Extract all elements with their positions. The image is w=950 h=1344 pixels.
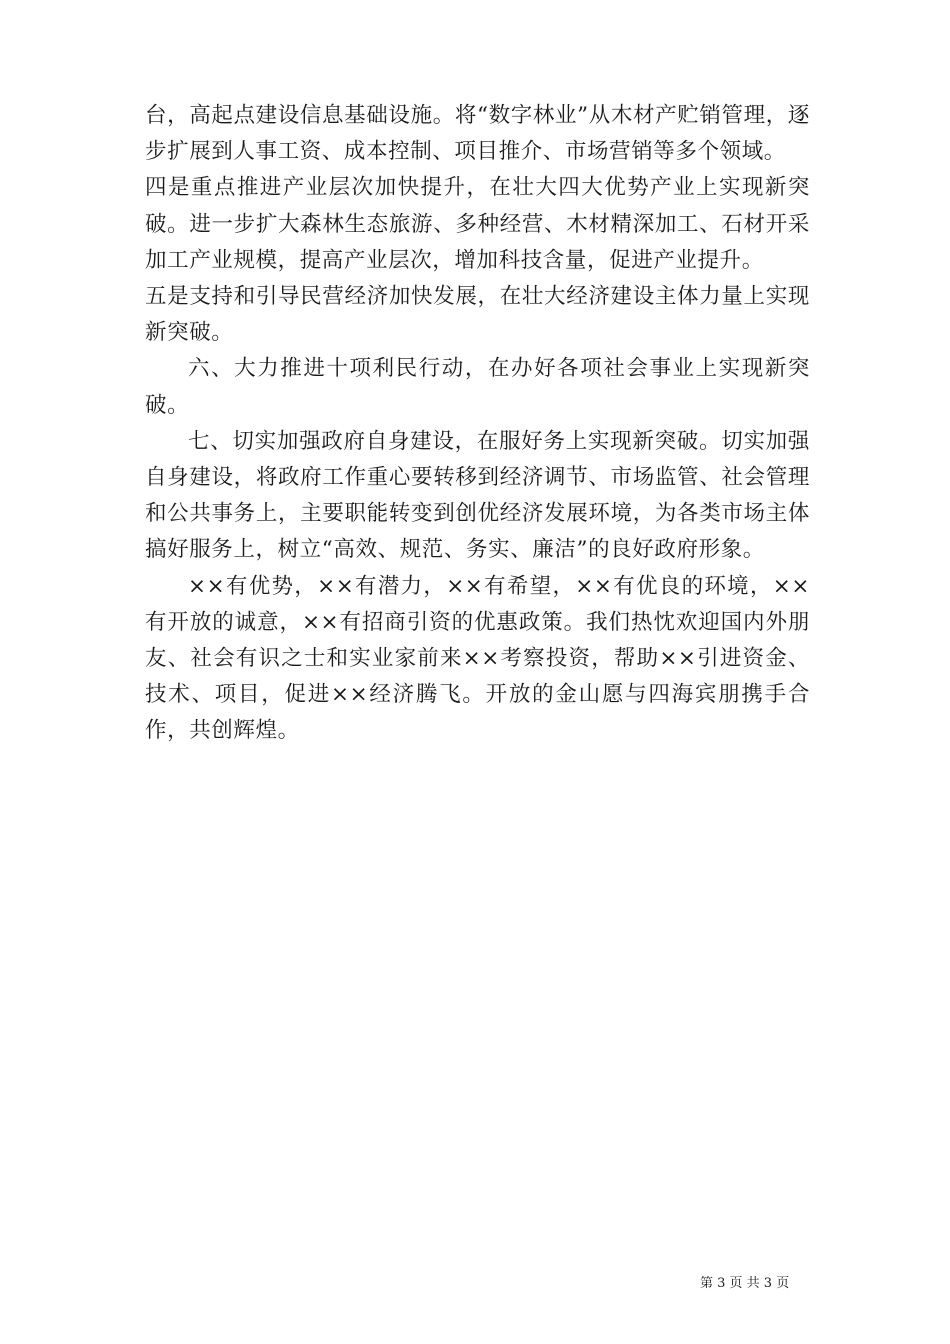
paragraph-item-four: 四是重点推进产业层次加快提升，在壮大四大优势产业上实现新突破。进一步扩大森林生态旅游、多种经营、木材精深加工、石材开采加工产业规模，提高产业层次，增加科技含量，促进产业提升。: [145, 175, 810, 273]
paragraph-closing: ××有优势，××有潜力，××有希望，××有优良的环境，××有开放的诚意，××有招商引资的优惠政策。我们热忱欢迎国内外朋友、社会有识之士和实业家前来××考察投资，帮助××引进资金、技术、项目，促进××经济腾飞。开放的金山愿与四海宾朋携手合作，共创辉煌。: [145, 573, 810, 744]
paragraph-item-six: 六、大力推进十项利民行动，在办好各项社会事业上实现新突破。: [145, 356, 810, 418]
paragraph-item-seven: 七、切实加强政府自身建设，在服好务上实现新突破。切实加强自身建设，将政府工作重心要转移到经济调节、市场监管、社会管理和公共事务上，主要职能转变到创优经济发展环境，为各类市场主体搞好服务上，树立“高效、规范、务实、廉洁”的良好政府形象。: [145, 428, 810, 563]
document-body: [145, 98, 810, 750]
page-number-footer: 第 3 页 共 3 页: [700, 1276, 790, 1291]
paragraph-item-five: 五是支持和引导民营经济加快发展，在壮大经济建设主体力量上实现新突破。: [145, 284, 810, 346]
paragraph-digital-forestry: 台，高起点建设信息基础设施。将“数字林业”从木材产贮销管理，逐步扩展到人事工资、成本控制、项目推介、市场营销等多个领域。: [145, 103, 810, 165]
